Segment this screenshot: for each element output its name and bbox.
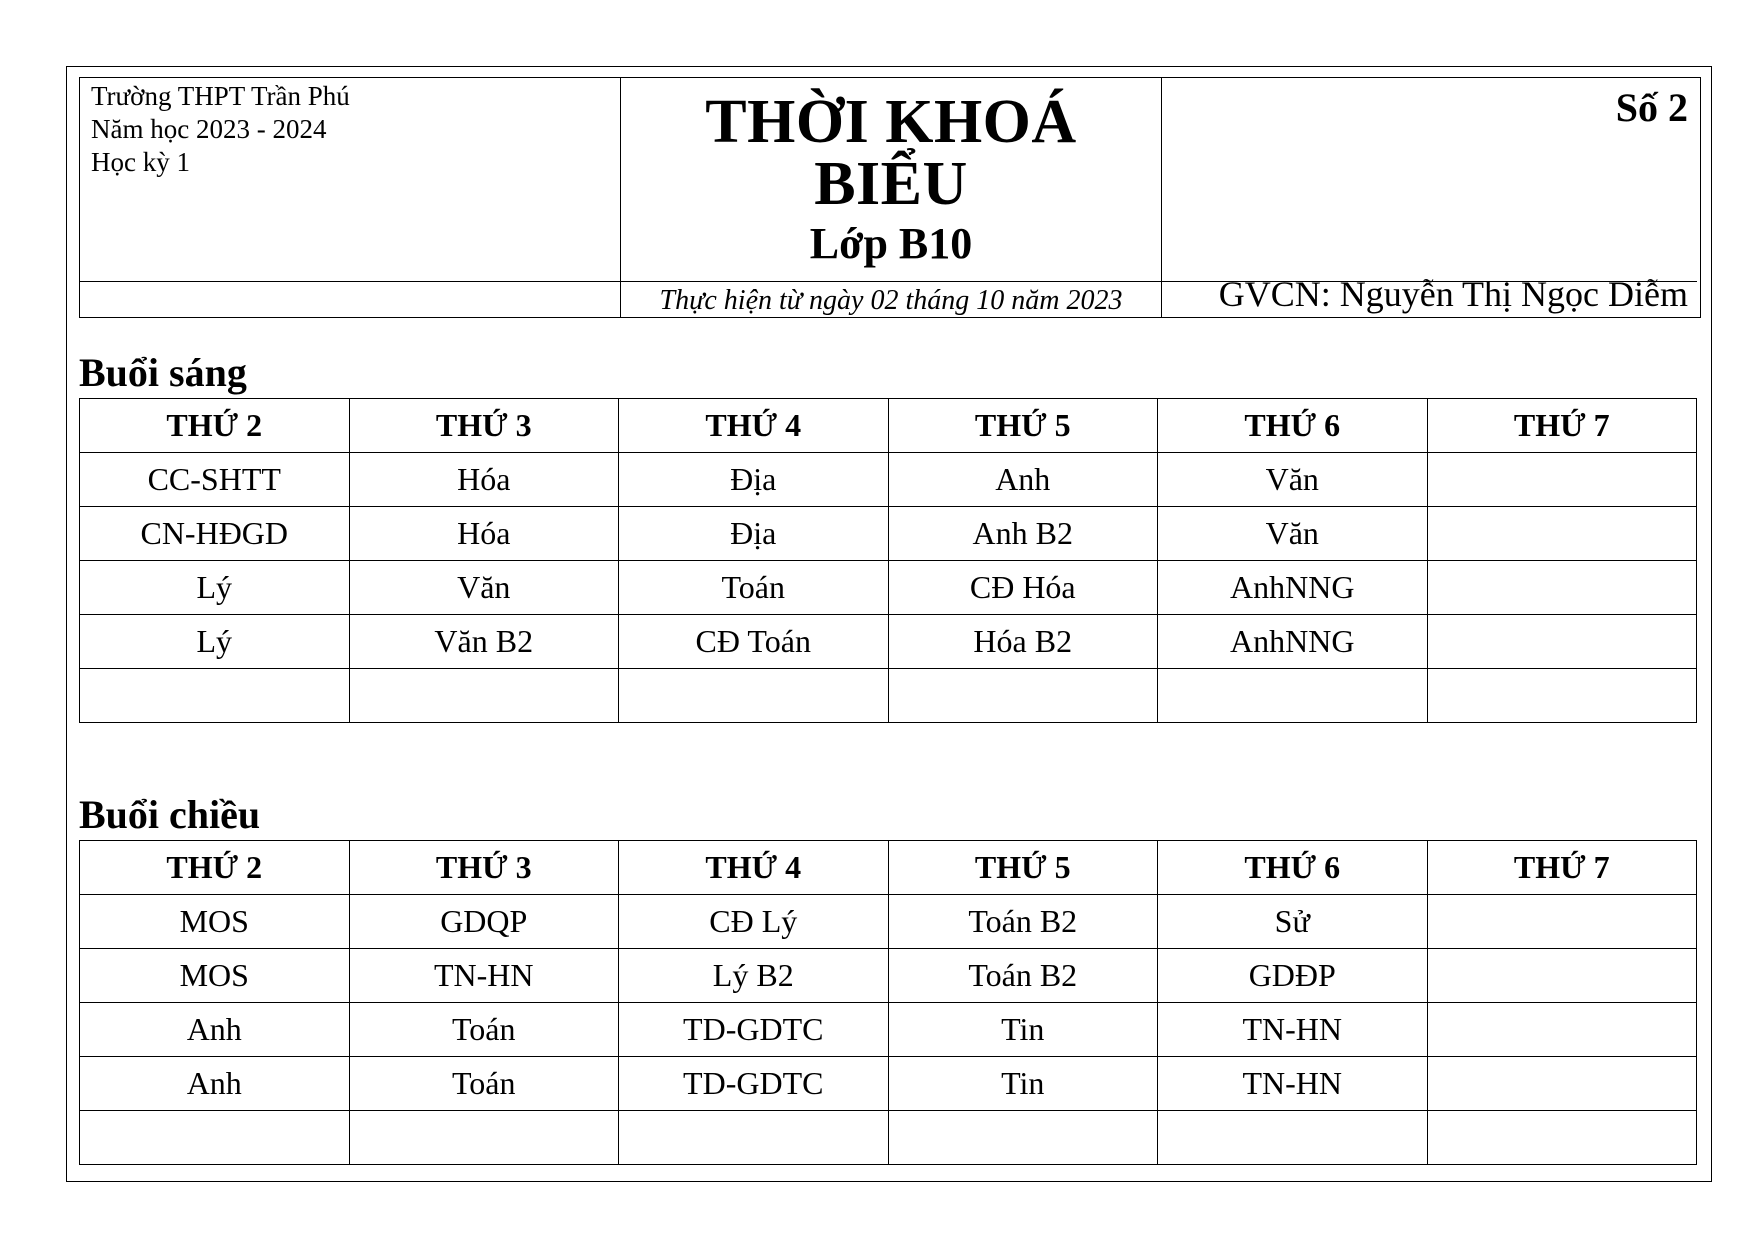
subject-cell: GDQP (349, 895, 619, 949)
subject-cell (1427, 453, 1697, 507)
header-divider (79, 281, 1697, 282)
subject-cell (1427, 615, 1697, 669)
table-row (80, 453, 1697, 507)
table-row (80, 615, 1697, 669)
table-row (80, 561, 1697, 615)
day-header: THỨ 2 (80, 399, 350, 453)
subject-cell: Anh (80, 1057, 350, 1111)
subject-cell: TN-HN (1158, 1003, 1428, 1057)
day-header: THỨ 7 (1427, 399, 1697, 453)
subject-cell: TD-GDTC (619, 1057, 889, 1111)
subject-cell: Lý (80, 615, 350, 669)
table-row (80, 507, 1697, 561)
day-header: THỨ 5 (888, 399, 1158, 453)
subject-cell: Anh (888, 453, 1158, 507)
subject-cell (1427, 669, 1697, 723)
subject-cell: Toán (349, 1057, 619, 1111)
table-row (80, 1057, 1697, 1111)
subject-cell: Hóa (349, 507, 619, 561)
subject-cell: Anh B2 (888, 507, 1158, 561)
semester: Học kỳ 1 (91, 147, 190, 177)
header-row (80, 841, 1697, 895)
subject-cell: MOS (80, 949, 350, 1003)
table-row (80, 895, 1697, 949)
table-row (80, 949, 1697, 1003)
subject-cell: Toán (619, 561, 889, 615)
day-header: THỨ 5 (888, 841, 1158, 895)
subject-cell (1427, 507, 1697, 561)
table-row (80, 1111, 1697, 1165)
effective-date: Thực hiện từ ngày 02 tháng 10 năm 2023 (659, 285, 1123, 316)
subject-cell: Tin (888, 1057, 1158, 1111)
subject-cell: CĐ Lý (619, 895, 889, 949)
subject-cell: Lý B2 (619, 949, 889, 1003)
subject-cell (1427, 1003, 1697, 1057)
subject-cell: CĐ Toán (619, 615, 889, 669)
morning-heading: Buổi sáng (79, 350, 247, 395)
subject-cell (349, 669, 619, 723)
day-header: THỨ 6 (1158, 841, 1428, 895)
subject-cell: Anh (80, 1003, 350, 1057)
subject-cell: Hóa (349, 453, 619, 507)
morning-schedule-table (79, 398, 1697, 723)
subject-cell (619, 669, 889, 723)
subject-cell: Lý (80, 561, 350, 615)
subject-cell: Địa (619, 453, 889, 507)
subject-cell: MOS (80, 895, 350, 949)
subject-cell: TD-GDTC (619, 1003, 889, 1057)
schedule-number: Số 2 (1615, 85, 1688, 130)
subject-cell: AnhNNG (1158, 561, 1428, 615)
subject-cell: AnhNNG (1158, 615, 1428, 669)
subject-cell: Địa (619, 507, 889, 561)
subject-cell: GDĐP (1158, 949, 1428, 1003)
subject-cell: Văn B2 (349, 615, 619, 669)
school-year: Năm học 2023 - 2024 (91, 114, 327, 144)
subject-cell: Văn (1158, 507, 1428, 561)
subject-cell (619, 1111, 889, 1165)
subject-cell (1427, 1057, 1697, 1111)
subject-cell (888, 669, 1158, 723)
subject-cell (349, 1111, 619, 1165)
subject-cell (80, 669, 350, 723)
table-row (80, 669, 1697, 723)
subject-cell: Toán B2 (888, 895, 1158, 949)
subject-cell: CĐ Hóa (888, 561, 1158, 615)
day-header: THỨ 3 (349, 841, 619, 895)
day-header: THỨ 4 (619, 399, 889, 453)
day-header: THỨ 2 (80, 841, 350, 895)
subject-cell: CC-SHTT (80, 453, 350, 507)
day-header: THỨ 3 (349, 399, 619, 453)
day-header: THỨ 4 (619, 841, 889, 895)
subject-cell: TN-HN (349, 949, 619, 1003)
subject-cell (80, 1111, 350, 1165)
subject-cell (1427, 895, 1697, 949)
subject-cell: CN-HĐGD (80, 507, 350, 561)
subject-cell: Văn (1158, 453, 1428, 507)
day-header: THỨ 7 (1427, 841, 1697, 895)
afternoon-schedule-table (79, 840, 1697, 1165)
subject-cell: Toán B2 (888, 949, 1158, 1003)
day-header: THỨ 6 (1158, 399, 1428, 453)
page-title: THỜI KHOÁ BIỂU (705, 88, 1077, 218)
subject-cell (1158, 669, 1428, 723)
header-row (80, 399, 1697, 453)
class-name: Lớp B10 (809, 219, 973, 268)
school-name: Trường THPT Trần Phú (91, 81, 350, 111)
subject-cell: TN-HN (1158, 1057, 1428, 1111)
subject-cell (1158, 1111, 1428, 1165)
subject-cell: Văn (349, 561, 619, 615)
subject-cell (1427, 561, 1697, 615)
subject-cell: Toán (349, 1003, 619, 1057)
table-row (80, 1003, 1697, 1057)
subject-cell: Hóa B2 (888, 615, 1158, 669)
afternoon-heading: Buổi chiều (79, 792, 261, 837)
subject-cell: Sử (1158, 895, 1428, 949)
subject-cell (1427, 949, 1697, 1003)
subject-cell (888, 1111, 1158, 1165)
subject-cell (1427, 1111, 1697, 1165)
homeroom-teacher: GVCN: Nguyễn Thị Ngọc Diễm (1218, 274, 1688, 314)
subject-cell: Tin (888, 1003, 1158, 1057)
